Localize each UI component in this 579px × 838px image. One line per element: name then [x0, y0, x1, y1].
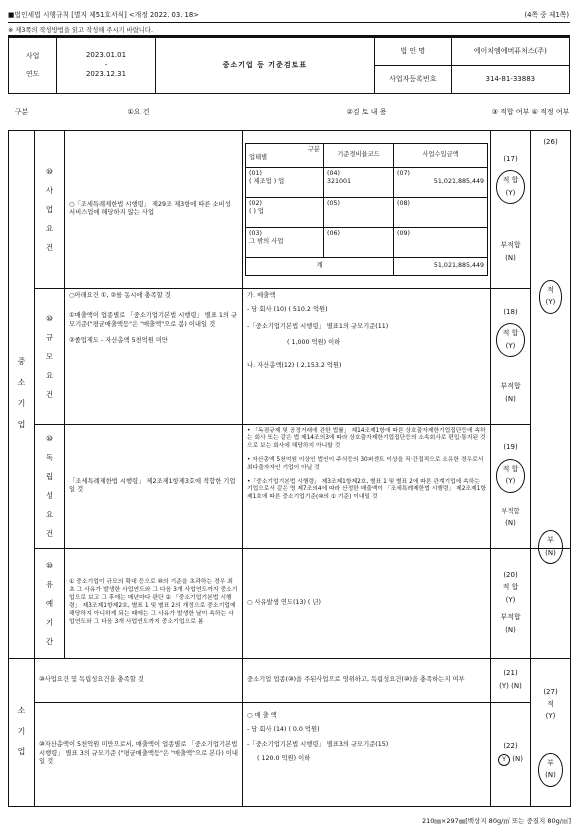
label-business: ⑩ 사 업 요 건	[35, 130, 65, 288]
grid-head-gubun: 구분 업태별	[246, 143, 324, 167]
review-independence: • 「독점규제 및 공정거래에 관한 법률」 제14조제1항에 따른 상호출자제한기업집단등에 속하는 회사 또는 같은 법 제14조의3에 따라 상호출자제한기업집단등의 소속회사로 편입·통지된 것으로 보는 회사에 해당하지 아니할 것 • 자산총액 5천억원 이상인 법인이 주식등의 30퍼센트 이상을 직·간접적으로 소유한 경우로서 최다출자자인 기업이 아닐 것 •「중소기업기본법 시행령」 제3조제1항제2호, 별표 1 및 별표 2에 따른 관계기업에 속하는 기업으로서 같은 영 제7조의4에 따라 산정한 매출액이 「조세특례제한법 시행령」 제2조제1항제1호에 따른 중소기업기준(⑩의 ① 기준) 이내일 것	[243, 424, 491, 548]
review-grace: ○ 사유발생 연도(13) ( 년)	[243, 548, 491, 658]
eligible-sme: (26) 적 (Y)	[531, 130, 571, 548]
col-review: ②검 토 내 용	[346, 108, 387, 117]
row-business-requirement	[9, 130, 571, 288]
grid-amount-1: (07) 51,021,885,449	[394, 167, 488, 197]
eligible-sme-result: 부 (N)	[531, 548, 571, 658]
fit-small-scale: (22) Y (N)	[491, 702, 531, 806]
label-independence: ⑩ 독 립 성 요 건	[35, 424, 65, 548]
row-small-business	[9, 658, 571, 702]
fit-independence: (19) 적 합 (Y) 부적합 (N)	[491, 424, 531, 548]
grid-head-code: 기준경비율코드	[324, 143, 394, 167]
grid-type-3: (03) 그 밖의 사업	[246, 227, 324, 257]
section-small: 소 기 업	[9, 658, 35, 806]
label-grace: ⑩ 유 예 기 간	[35, 548, 65, 658]
req-small-business: ⑩사업요건 및 독립성요건을 충족할 것	[35, 658, 243, 702]
review-small-business: 중소기업 업종(⑩)을 주된사업으로 영위하고, 독립성요건(⑩)을 충족하는지 여부	[243, 658, 491, 702]
col-eligible: ④ 적정 여부	[531, 108, 570, 117]
fit-grace: (20) 적 합 (Y) 부적합 (N)	[491, 548, 531, 658]
req-grace: ① 중소기업이 규모의 확대 등으로 ⑩의 기준을 초과하는 경우 최초 그 사유가 발생한 사업연도와 그 다음 3개 사업연도까지 중소기업으로 보고 그 후에는 매년마다 판단 ② 「중소기업기본법 시행령」 제3조제1항제2호, 별표 1 및 별표 2의 개정으로 중소기업에 해당하지 아니하게 되는 때에는 그 사유가 발생한 날이 속하는 사업연도와 그 다음 3개 사업연도까지 중소기업으로 봄	[65, 548, 243, 658]
fit-business: (17) 적 합 (Y) 부적합 (N)	[491, 130, 531, 288]
col-fit: ③ 적합 여부	[491, 108, 530, 117]
review-table	[8, 96, 571, 807]
form-title: 중소기업 등 기준검토표	[155, 38, 374, 94]
fit-scale: (18) 적 합 (Y) 부적합 (N)	[491, 288, 531, 424]
grid-type-2: (02) ( ) 업	[246, 197, 324, 227]
paper-spec: 210㎜×297㎜[백상지 80g/㎡ 또는 중질지 80g/㎡]	[421, 817, 571, 825]
req-independence: 「조세특례제한법 시행령」 제2조제1항제3호에 적합한 기업일 것	[65, 424, 243, 548]
section-sme: 중 소 기 업	[9, 130, 35, 658]
req-scale: ○아래요건 ①, ②를 동시에 충족할 것 ①매출액이 업종별로 「중소기업기본법 시행령」 별표 1의 규모기준("평균매출액등"은 "매출액"으로 봄) 이내일 것 ②졸업제도 - 자산총액 5천억원 미만	[65, 288, 243, 424]
grid-total-amount: 51,021,885,449	[394, 257, 488, 275]
corp-name-label: 법 인 명	[374, 38, 451, 66]
eligible-small: (27) 적 (Y) 부 (N)	[531, 658, 571, 806]
grid-amount-2: (08)	[394, 197, 488, 227]
fiscal-year-label: 사업 연도	[9, 38, 57, 94]
row-independence-requirement	[9, 424, 571, 548]
fiscal-period: 2023.01.01 - 2023.12.31	[57, 38, 156, 94]
req-business: ○「조세특례제한법 시행령」 제29조 제3항에 따른 소비성 서비스업에 해당하지 않는 사업	[65, 130, 243, 288]
fit-small-business: (21) (Y) (N)	[491, 658, 531, 702]
form-note: ※ 제3쪽의 작성방법을 읽고 작성해 주시기 바랍니다.	[8, 27, 153, 34]
grid-head-amount: 사업수입금액	[394, 143, 488, 167]
req-small-scale: ⑩자산총액이 5천억원 미만으로서, 매출액이 업종별로 「중소기업기본법 시행령」 별표 3의 규모기준 ("평균매출액등"은 "매출액"으로 본다) 이내일 것	[35, 702, 243, 806]
col-gubun: 구분	[14, 108, 29, 117]
label-scale: ⑩ 규 모 요 건	[35, 288, 65, 424]
col-requirement: ①요 건	[127, 108, 150, 117]
corp-name-value: 에이치엠에버퓨처스(주)	[451, 38, 569, 66]
grid-code-1: (04) 321001	[324, 167, 394, 197]
row-small-scale	[9, 702, 571, 806]
business-grid	[245, 143, 488, 276]
grid-code-2: (05)	[324, 197, 394, 227]
row-scale-requirement	[9, 288, 571, 424]
review-small-scale: ○ 매 출 액 - 당 회사 (14) ( 0.0 억원) -「중소기업기본법 시행령」 별표3의 규모기준(15) ( 120.0 억원) 이하	[243, 702, 491, 806]
grid-type-1: (01) ( 제조업 ) 업	[246, 167, 324, 197]
form-header-table	[8, 37, 570, 94]
biz-no-label: 사업자등록번호	[374, 66, 451, 94]
review-scale: 가. 매출액 - 당 회사 (10) ( 510.2 억원) -「중소기업기본법 시행령」 별표1의 규모기준(11) ( 1,000 억원) 이하 나. 자산총액(12) ( 2,153.2 억원)	[243, 288, 491, 424]
biz-no-value: 314-81-33883	[451, 66, 569, 94]
grid-code-3: (06)	[324, 227, 394, 257]
form-law-reference: ■법인세법 시행규칙 [별지 제51호서식] <개정 2022. 03. 18>	[8, 11, 199, 19]
grid-total-label: 계	[246, 257, 394, 275]
page-indicator: (4쪽 중 제1쪽)	[524, 11, 569, 19]
row-grace-period	[9, 548, 571, 658]
grid-amount-3: (09)	[394, 227, 488, 257]
